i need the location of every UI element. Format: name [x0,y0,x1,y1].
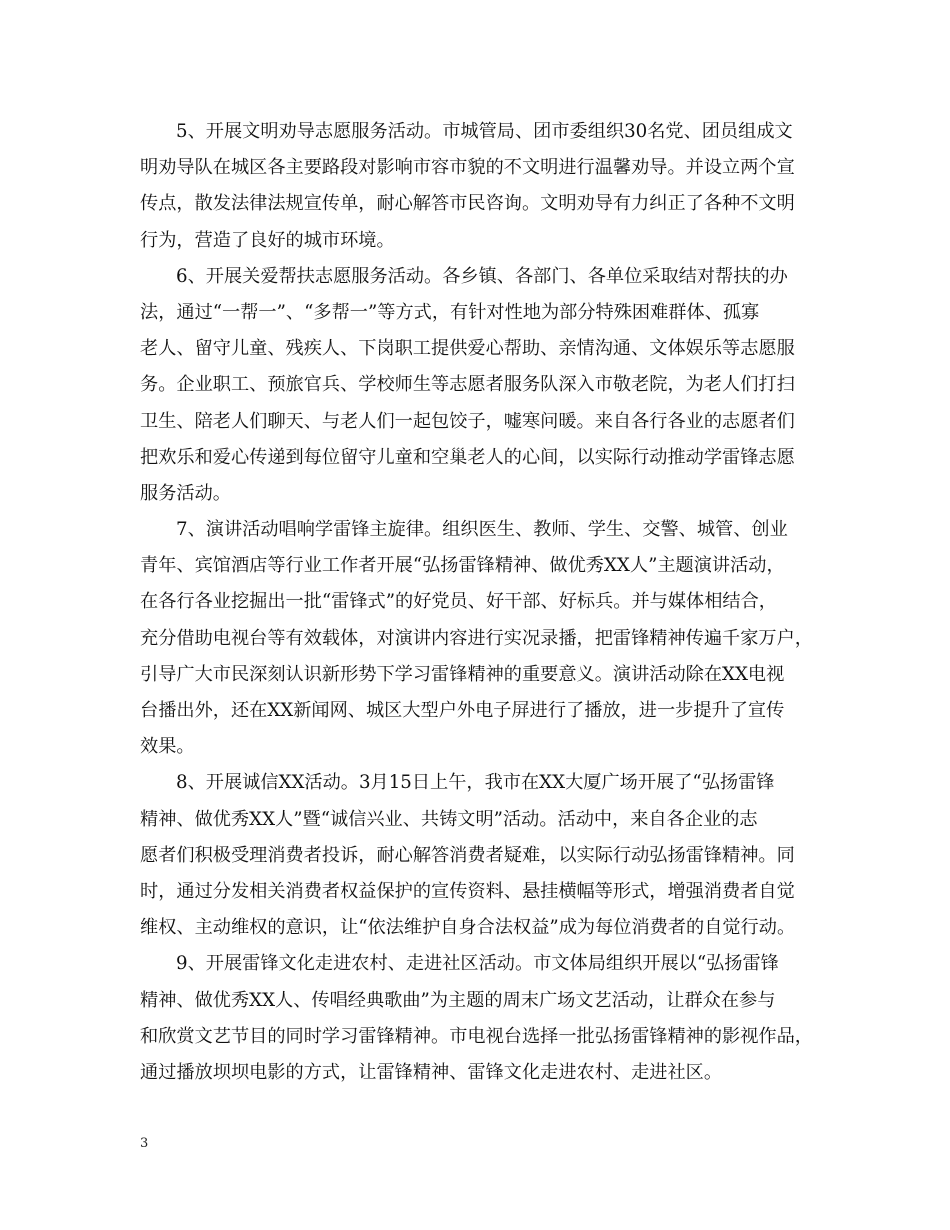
paragraph-8-line: 维权、主动维权的意识，让“依法维护自身合法权益”成为每位消费者的自觉行动。 [140,917,796,939]
paragraph-9-line: 和欣赏文艺节目的同时学习雷锋精神。市电视台选择一批弘扬雷锋精神的影视作品， [140,1025,813,1047]
paragraph-8-line: 愿者们积极受理消费者投诉，耐心解答消费者疑难，以实际行动弘扬雷锋精神。同 [140,844,795,866]
paragraph-6-line: 老人、留守儿童、残疾人、下岗职工提供爱心帮助、亲情沟通、文体娱乐等志愿服 [140,338,795,360]
paragraph-7-line: 台播出外，还在XX新闻网、城区大型户外电子屏进行了播放，进一步提升了宣传 [140,700,785,721]
paragraph-5-line: 行为，营造了良好的城市环境。 [140,229,395,251]
paragraph-5-line: 5、开展文明劝导志愿服务活动。市城管局、团市委组织30名党、团员组成文 [176,121,793,142]
page-number: 3 [140,1136,149,1151]
paragraph-8-line: 时，通过分发相关消费者权益保护的宣传资料、悬挂横幅等形式，增强消费者自觉 [140,880,795,902]
paragraph-5-line: 明劝导队在城区各主要路段对影响市容市貌的不文明进行温馨劝导。并设立两个宣 [140,157,795,179]
paragraph-7-line: 在各行各业挖掘出一批“雷锋式”的好党员、好干部、好标兵。并与媒体相结合， [140,591,777,613]
paragraph-6-line: 卫生、陪老人们聊天、与老人们一起包饺子，嘘寒问暖。来自各行各业的志愿者们 [140,410,795,432]
paragraph-9-line: 9、开展雷锋文化走进农村、走进社区活动。市文体局组织开展以“弘扬雷锋 [176,953,779,975]
paragraph-6-line: 把欢乐和爱心传递到每位留守儿童和空巢老人的心间，以实际行动推动学雷锋志愿 [140,446,795,468]
paragraph-7-line: 引导广大市民深刻认识新形势下学习雷锋精神的重要意义。演讲活动除在XX电视 [140,663,785,685]
document-body [140,114,822,1091]
paragraph-7-line: 青年、宾馆酒店等行业工作者开展“弘扬雷锋精神、做优秀XX人”主题演讲活动， [140,555,785,577]
paragraph-8-line: 精神、做优秀XX人”暨“诚信兴业、共铸文明”活动。活动中，来自各企业的志 [140,808,758,830]
paragraph-6-line: 务。企业职工、预旅官兵、学校师生等志愿者服务队深入市敬老院，为老人们打扫 [140,374,795,396]
paragraph-6-line: 6、开展关爱帮扶志愿服务活动。各乡镇、各部门、各单位采取结对帮扶的办 [176,265,788,287]
paragraph-8-line: 8、开展诚信XX活动。3月15日上午，我市在XX大厦广场开展了“弘扬雷锋 [176,772,775,794]
paragraph-5-line: 传点，散发法律法规宣传单，耐心解答市民咨询。文明劝导有力纠正了各种不文明 [140,193,795,215]
paragraph-6-line: 法，通过“一帮一”、“多帮一”等方式，有针对性地为部分特殊困难群体、孤寡 [140,301,760,323]
paragraph-9-line: 精神、做优秀XX人、传唱经典歌曲”为主题的周末广场文艺活动，让群众在参与 [140,989,776,1011]
paragraph-7-line: 7、演讲活动唱响学雷锋主旋律。组织医生、教师、学生、交警、城管、创业 [176,519,788,541]
paragraph-7-line: 效果。 [140,736,195,758]
paragraph-9-line: 通过播放坝坝电影的方式，让雷锋精神、雷锋文化走进农村、走进社区。 [140,1061,723,1083]
paragraph-7-line: 充分借助电视台等有效载体，对演讲内容进行实况录播，把雷锋精神传遍千家万户， [140,627,813,649]
paragraph-6-line: 服务活动。 [140,482,231,504]
